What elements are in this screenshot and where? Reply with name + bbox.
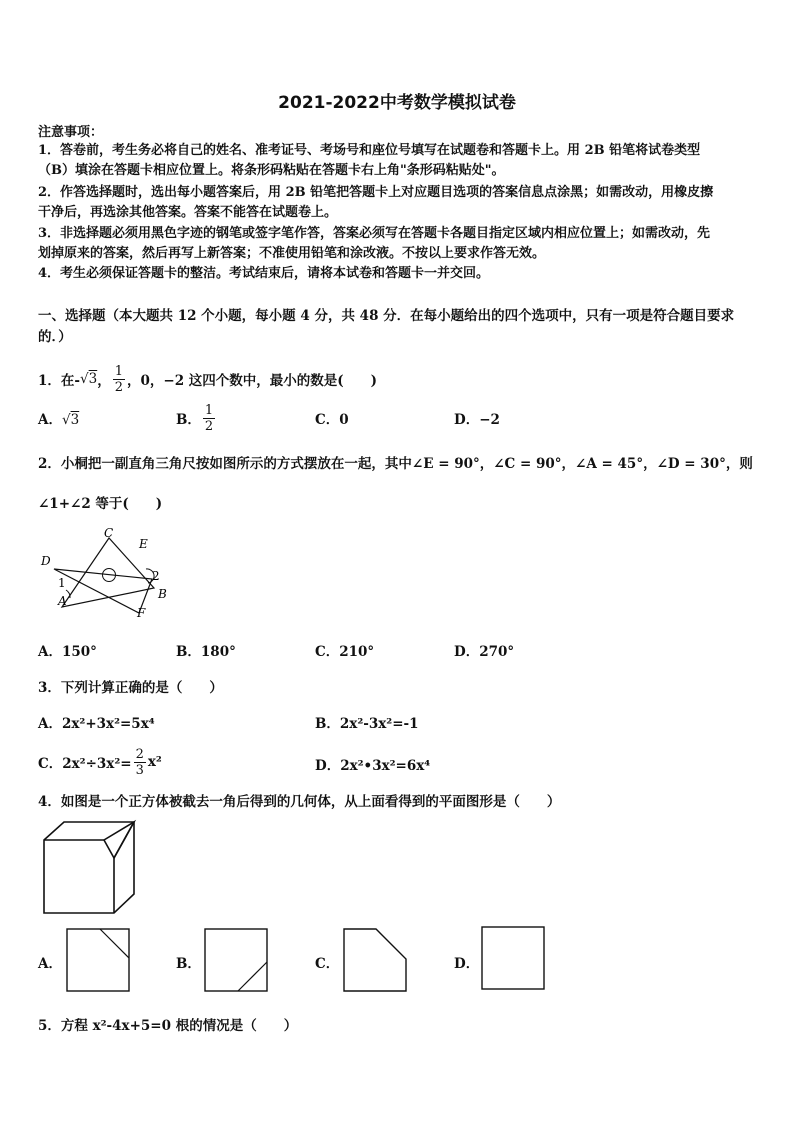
question-1-stem bbox=[38, 361, 377, 397]
q4-option-c-label: C． bbox=[315, 956, 340, 972]
q4-option-a-figure bbox=[66, 928, 132, 994]
q2-option-a: A．150° bbox=[38, 644, 97, 660]
q2-option-c: C．210° bbox=[315, 644, 375, 660]
fig-label-1: 1 bbox=[58, 576, 66, 590]
notice-line: 1．答卷前，考生务必将自己的姓名、准考证号、考场号和座位号填写在试题卷和答题卡上。用 2B 铅笔将试卷类型 bbox=[38, 143, 701, 158]
notice-line: 划掉原来的答案，然后再写上新答案；不准使用铅笔和涂改液。不按以上要求作答无效。 bbox=[38, 246, 546, 261]
sqrt-symbol: √3 bbox=[80, 371, 98, 387]
fig-label-a: A bbox=[58, 594, 67, 608]
q1-comma: ， bbox=[97, 373, 111, 389]
question-4-stem: 4．如图是一个正方体被截去一角后得到的几何体，从上面看得到的平面图形是（ ） bbox=[38, 794, 561, 810]
q1-prefix: 1．在- bbox=[38, 373, 80, 389]
notice-line: （B）填涂在答题卡相应位置上。将条形码粘贴在答题卡右上角"条形码粘贴处"。 bbox=[38, 163, 505, 178]
q3-c-num: 2 bbox=[135, 746, 144, 762]
q1-b-num: 1 bbox=[204, 402, 214, 418]
q4-option-a-label: A． bbox=[38, 956, 62, 972]
q2-option-b: B．180° bbox=[176, 644, 236, 660]
fig-label-d: D bbox=[41, 554, 51, 568]
q1-b-den: 2 bbox=[204, 418, 214, 434]
q3-c-suffix: x² bbox=[147, 754, 162, 770]
q3-option-d: D．2x²•3x²=6x⁴ bbox=[315, 758, 431, 774]
q2-option-d: D．270° bbox=[454, 644, 515, 660]
q3-option-b: B．2x²-3x²=-1 bbox=[315, 716, 419, 732]
q1-b-label: B． bbox=[176, 412, 201, 428]
q1-option-b bbox=[176, 399, 217, 437]
question-2-stem: 2．小桐把一副直角三角尺按如图所示的方式摆放在一起，其中∠E = 90°，∠C = 90°，∠A = 45°，∠D = 30°，则 bbox=[38, 456, 753, 472]
question-5-stem: 5．方程 x²-4x+5=0 根的情况是（ ） bbox=[38, 1018, 298, 1034]
q1-a-sqrt-arg: 3 bbox=[70, 412, 80, 428]
q3-option-a: A．2x²+3x²=5x⁴ bbox=[38, 716, 155, 732]
triangle-rulers-figure bbox=[38, 525, 178, 625]
q3-c-prefix: C．2x²÷3x²= bbox=[38, 756, 132, 772]
q1-fraction bbox=[113, 364, 125, 395]
q4-option-c-figure bbox=[343, 928, 409, 994]
q3-c-den: 3 bbox=[135, 762, 144, 778]
notice-line: 3．非选择题必须用黑色字迹的钢笔或签字笔作答，答案必须写在答题卡各题目指定区域内相应位置上；如需改动，先 bbox=[38, 226, 711, 241]
q4-option-d-figure bbox=[481, 926, 547, 992]
q1-a-label: A． bbox=[38, 412, 62, 428]
q1-frac-num: 1 bbox=[114, 363, 123, 379]
page-title: 2021-2022中考数学模拟试卷 bbox=[278, 93, 516, 113]
q1-option-c: C．0 bbox=[315, 412, 349, 428]
q1-b-fraction bbox=[203, 403, 215, 434]
question-3-stem: 3．下列计算正确的是（ ） bbox=[38, 680, 223, 696]
notice-line: 2．作答选择题时，选出每小题答案后，用 2B 铅笔把答题卡上对应题目选项的答案信息点涂黑；如需改动，用橡皮擦 bbox=[38, 185, 714, 200]
notice-line: 4．考生必须保证答题卡的整洁。考试结束后，请将本试卷和答题卡一并交回。 bbox=[38, 266, 490, 281]
q1-rest: ，0，−2 这四个数中，最小的数是( ) bbox=[126, 373, 378, 389]
fig-label-e: E bbox=[139, 537, 148, 551]
fig-label-f: F bbox=[137, 606, 146, 620]
q4-option-b-figure bbox=[204, 928, 270, 994]
q4-option-d-label: D． bbox=[454, 956, 480, 972]
notice-heading: 注意事项： bbox=[38, 125, 104, 140]
question-2-stem-cont: ∠1+∠2 等于( ) bbox=[38, 496, 163, 512]
q1-option-d: D．−2 bbox=[454, 412, 500, 428]
q1-frac-den: 2 bbox=[114, 379, 123, 395]
fig-label-b: B bbox=[158, 587, 167, 601]
q3-c-fraction bbox=[134, 747, 146, 778]
fig-label-2: 2 bbox=[152, 569, 160, 583]
notice-line: 干净后，再选涂其他答案。答案不能答在试题卷上。 bbox=[38, 205, 338, 220]
fig-label-c: C bbox=[104, 526, 114, 540]
q4-option-b-label: B． bbox=[176, 956, 201, 972]
q3-option-c bbox=[38, 743, 162, 781]
sqrt-symbol: √3 bbox=[61, 412, 80, 428]
section-heading: 一、选择题（本大题共 12 个小题，每小题 4 分，共 48 分．在每小题给出的四个选项中，只有一项是符合题目要求 bbox=[38, 308, 735, 324]
truncated-cube-figure bbox=[40, 818, 140, 918]
q1-sqrt-arg: 3 bbox=[88, 371, 98, 387]
section-heading-cont: 的．） bbox=[38, 329, 72, 345]
q1-option-a bbox=[38, 408, 79, 428]
